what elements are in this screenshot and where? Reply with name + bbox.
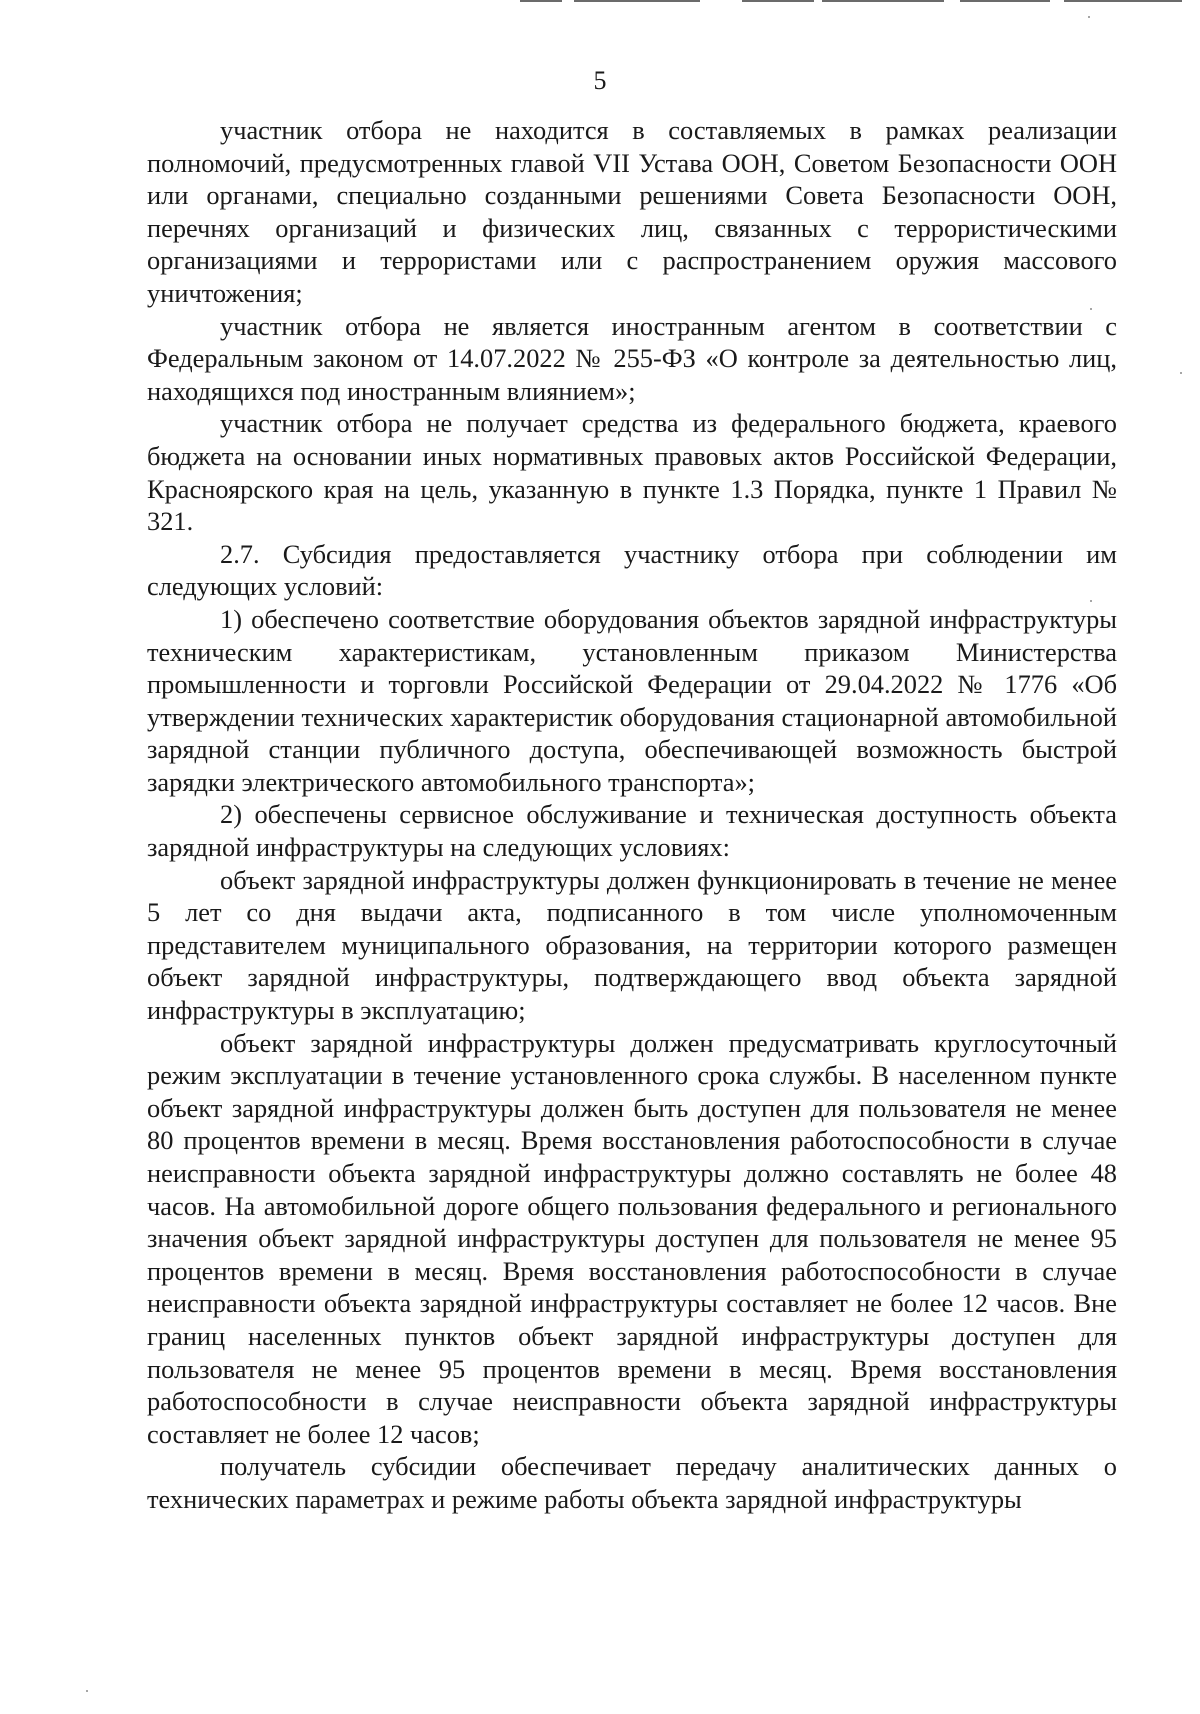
paragraph-condition-1: 1) обеспечено соответствие оборудования объектов зарядной инфраструктуры техническим характеристикам, установленным приказом Министерства промышленности и торговли Российской Федерации от 29.04.2022 № 1776 «Об утверждении технических характеристик оборудования стационарной автомобильной зарядной станции публичного доступа, обеспечивающей возможность быстрой зарядки электрического автомобильного транспорта»;: [147, 603, 1117, 797]
paragraph-un-sanctions-lists: участник отбора не находится в составляемых в рамках реализации полномочий, предусмотренных главой VII Устава ООН, Советом Безопасности ООН или органами, специально созданными решениями Совета Безопасности ООН, перечнях организаций и физических лиц, связанных с террористическими организациями и террористами или с распространением оружия массового уничтожения;: [147, 115, 1117, 308]
scan-artifact-line: [742, 0, 814, 2]
paragraph-analytics-transfer: получатель субсидии обеспечивает передачу аналитических данных о технических параметрах и режиме работы объекта зарядной инфраструктуры: [147, 1451, 1117, 1514]
paragraph-operation-term: объект зарядной инфраструктуры должен функционировать в течение не менее 5 лет со дня выдачи акта, подписанного в том числе уполномоченным представителем муниципального образования, на территории которого размещен объект зарядной инфраструктуры, подтверждающего ввод объекта зарядной инфраструктуры в эксплуатацию;: [147, 864, 1117, 1026]
scan-artifact-line: [574, 0, 700, 2]
paragraph-foreign-agent: участник отбора не является иностранным агентом в соответствии с Федеральным законом от 14.07.2022 № 255-ФЗ «О контроле за деятельностью лиц, находящихся под иностранным влиянием»;: [147, 310, 1117, 406]
scan-speck: [1088, 16, 1090, 18]
paragraph-section-2-7: 2.7. Субсидия предоставляется участнику отбора при соблюдении им следующих условий:: [147, 538, 1117, 602]
scan-artifact-line: [1064, 0, 1182, 2]
paragraph-condition-2: 2) обеспечены сервисное обслуживание и техническая доступность объекта зарядной инфраструктуры на следующих условиях:: [147, 799, 1117, 863]
scan-artifact-line: [960, 0, 1050, 2]
scan-artifact-line: [520, 0, 562, 2]
scan-speck: [1180, 372, 1182, 374]
document-body: [147, 114, 1117, 1516]
page-number: 5: [593, 66, 607, 95]
scan-speck: [86, 1690, 88, 1692]
paragraph-no-other-budget-funds: участник отбора не получает средства из федерального бюджета, краевого бюджета на основании иных нормативных правовых актов Российской Федерации, Красноярского края на цель, указанную в пункте 1.3 Порядка, пункте 1 Правил № 321.: [147, 408, 1117, 537]
paragraph-availability-requirements: объект зарядной инфраструктуры должен предусматривать круглосуточный режим эксплуатации в течение установленного срока службы. В населенном пункте объект зарядной инфраструктуры должен быть доступен для пользователя не менее 80 процентов времени в месяц. Время восстановления работоспособности в случае неисправности объекта зарядной инфраструктуры должно составлять не более 48 часов. На автомобильной дороге общего пользования федерального и регионального значения объект зарядной инфраструктуры доступен для пользователя не менее 95 процентов времени в месяц. Время восстановления работоспособности в случае неисправности объекта зарядной инфраструктуры составляет не более 12 часов. Вне границ населенных пунктов объект зарядной инфраструктуры доступен для пользователя не менее 95 процентов времени в месяц. Время восстановления работоспособности в случае неисправности объекта зарядной инфраструктуры составляет не более 12 часов;: [147, 1027, 1117, 1449]
scan-artifact-line: [822, 0, 944, 2]
